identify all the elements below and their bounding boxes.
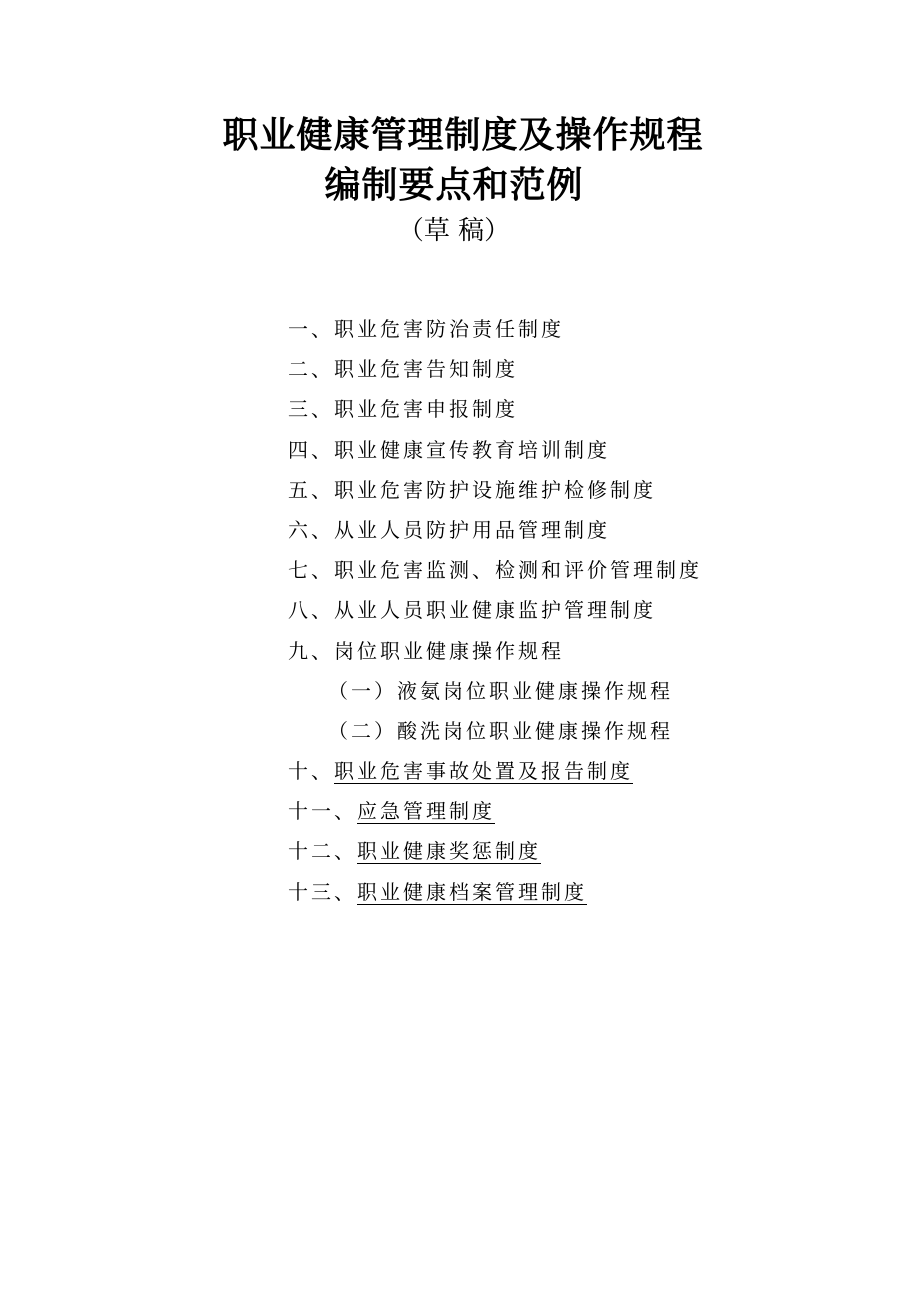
toc-item-number: 二、 [288, 357, 334, 382]
toc-item-label: 职业危害申报制度 [334, 397, 518, 422]
toc-item-number: 十二、 [288, 839, 357, 864]
toc-subitem [288, 714, 702, 754]
toc-item-label: 液氨岗位职业健康操作规程 [397, 678, 673, 703]
toc-item-number: 十一、 [288, 799, 357, 824]
document-title-line-2: 编制要点和范例 [324, 165, 584, 206]
toc-item-number: （二） [328, 718, 397, 743]
toc-item-number: （一） [328, 678, 397, 703]
toc-item-number: 三、 [288, 397, 334, 422]
toc-item-label: 酸洗岗位职业健康操作规程 [397, 718, 673, 743]
toc-item [288, 834, 702, 874]
toc-item-number: 七、 [288, 558, 334, 583]
toc-item [288, 593, 702, 633]
toc-item-label: 职业健康宣传教育培训制度 [334, 437, 610, 462]
toc-item-number: 八、 [288, 598, 334, 623]
toc-item [288, 392, 702, 432]
document-title-line-1: 职业健康管理制度及操作规程 [222, 115, 704, 156]
toc-item [288, 875, 702, 915]
toc-item [288, 433, 702, 473]
toc-item [288, 634, 702, 674]
toc-item [288, 794, 702, 834]
toc-item [288, 553, 702, 593]
draft-note: （草 稿） [397, 216, 511, 246]
toc-item-label: 从业人员防护用品管理制度 [334, 517, 610, 542]
toc-item-number: 十、 [288, 759, 334, 784]
toc-item-label: 从业人员职业健康监护管理制度 [334, 598, 656, 623]
toc-item-number: 四、 [288, 437, 334, 462]
toc-subitem [288, 674, 702, 714]
toc-item-link[interactable]: 职业健康奖惩制度 [357, 839, 541, 864]
toc-item-link[interactable]: 职业危害事故处置及报告制度 [334, 759, 633, 784]
toc-item [288, 754, 702, 794]
toc-item-label: 职业危害告知制度 [334, 357, 518, 382]
toc-item [288, 312, 702, 352]
toc-item-label: 职业危害监测、检测和评价管理制度 [334, 558, 702, 583]
toc-item-number: 九、 [288, 638, 334, 663]
toc-item-number: 十三、 [288, 879, 357, 904]
toc-item-label: 职业危害防治责任制度 [334, 317, 564, 341]
toc-item-number: 五、 [288, 477, 334, 502]
toc-item-link[interactable]: 应急管理制度 [357, 799, 495, 824]
table-of-contents [288, 312, 702, 915]
toc-item-number: 一、 [288, 317, 334, 341]
toc-item [288, 473, 702, 513]
toc-item-label: 岗位职业健康操作规程 [334, 638, 564, 663]
toc-item [288, 352, 702, 392]
toc-item-label: 职业危害防护设施维护检修制度 [334, 477, 656, 502]
toc-item-number: 六、 [288, 517, 334, 542]
toc-item [288, 513, 702, 553]
toc-item-link[interactable]: 职业健康档案管理制度 [357, 879, 587, 904]
